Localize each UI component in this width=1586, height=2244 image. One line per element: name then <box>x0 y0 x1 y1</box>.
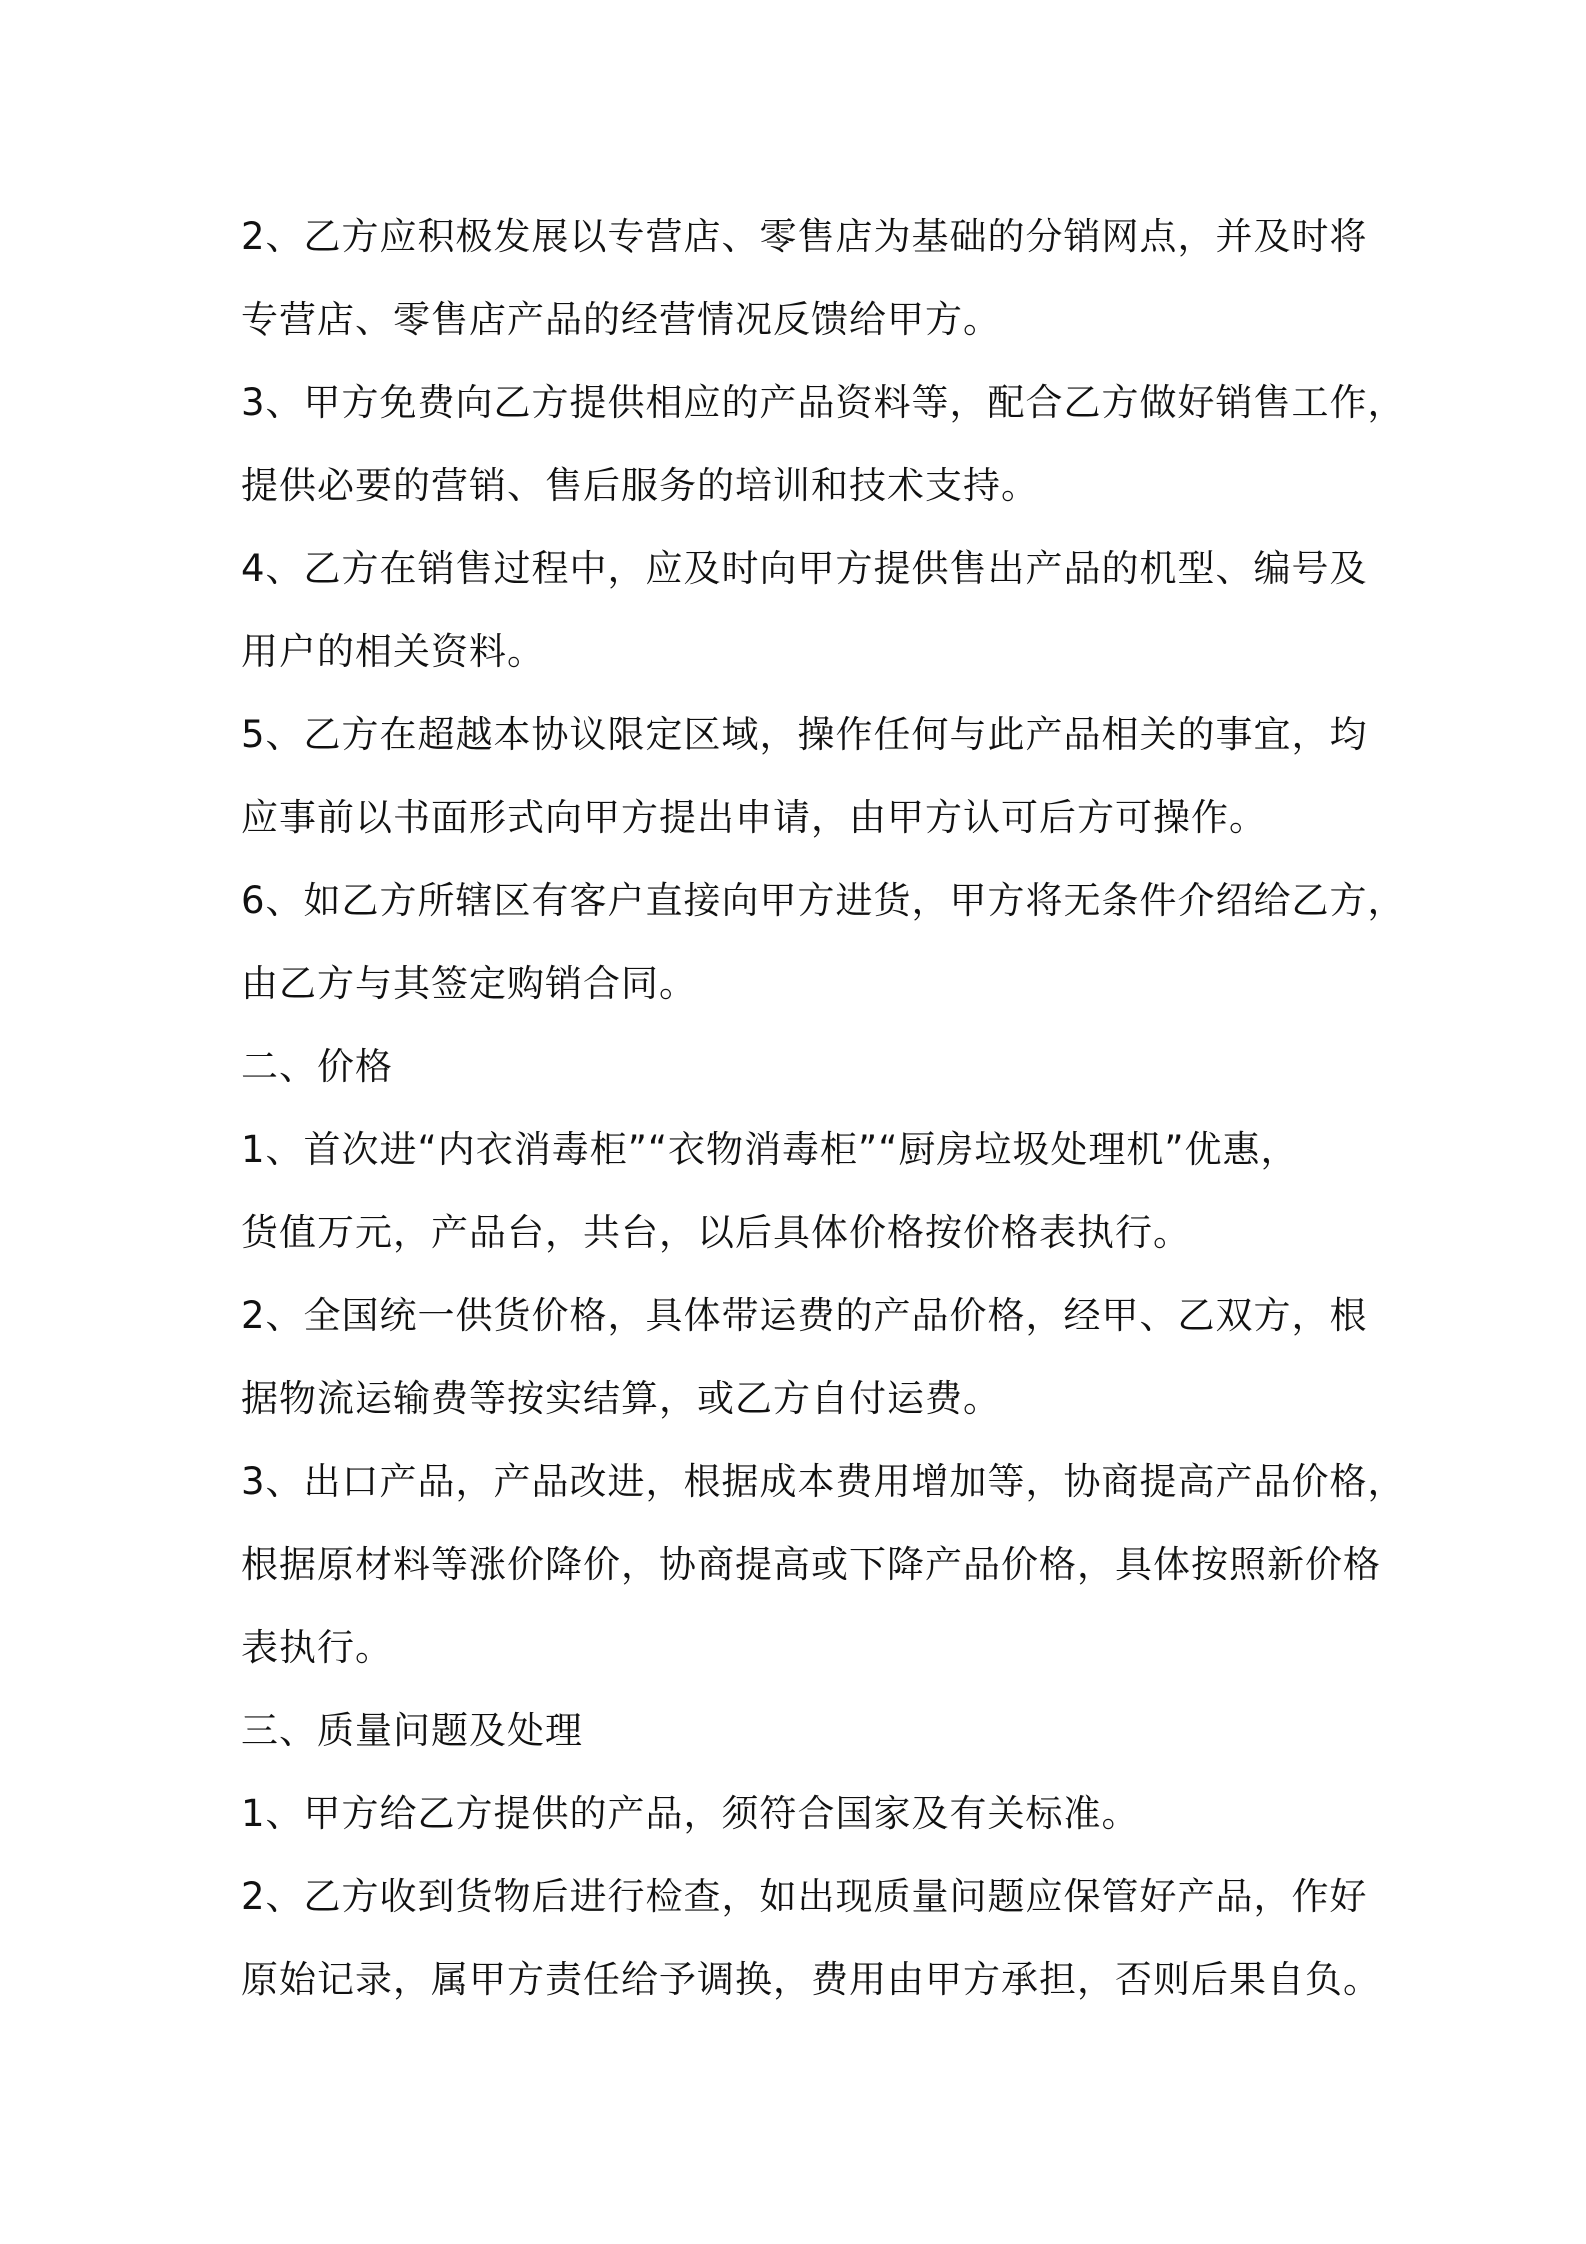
text-line: 3、甲方免费向乙方提供相应的产品资料等，配合乙方做好销售工作， <box>241 381 1406 424</box>
text-line: 由乙方与其签定购销合同。 <box>241 962 697 1005</box>
text-line: 据物流运输费等按实结算，或乙方自付运费。 <box>241 1377 1001 1420</box>
text-line: 1、首次进“内衣消毒柜”“衣物消毒柜”“厨房垃圾处理机”优惠， <box>241 1128 1299 1171</box>
text-line: 专营店、零售店产品的经营情况反馈给甲方。 <box>241 298 1001 341</box>
text-line: 2、乙方收到货物后进行检查，如出现质量问题应保管好产品，作好 <box>241 1875 1368 1918</box>
text-line: 3、出口产品，产品改进，根据成本费用增加等，协商提高产品价格， <box>241 1460 1406 1503</box>
text-line: 5、乙方在超越本协议限定区域，操作任何与此产品相关的事宜，均 <box>241 713 1368 756</box>
text-line: 4、乙方在销售过程中，应及时向甲方提供售出产品的机型、编号及 <box>241 547 1368 590</box>
text-line: 提供必要的营销、售后服务的培训和技术支持。 <box>241 464 1039 507</box>
text-line: 用户的相关资料。 <box>241 630 545 673</box>
text-line: 2、乙方应积极发展以专营店、零售店为基础的分销网点，并及时将 <box>241 215 1368 258</box>
text-line: 1、甲方给乙方提供的产品，须符合国家及有关标准。 <box>241 1792 1140 1835</box>
section-heading: 三、质量问题及处理 <box>241 1709 583 1752</box>
text-line: 6、如乙方所辖区有客户直接向甲方进货，甲方将无条件介绍给乙方， <box>241 879 1406 922</box>
document-body <box>241 195 1406 2021</box>
text-line: 应事前以书面形式向甲方提出申请，由甲方认可后方可操作。 <box>241 796 1267 839</box>
text-line: 根据原材料等涨价降价，协商提高或下降产品价格，具体按照新价格 <box>241 1543 1381 1586</box>
text-line: 货值万元，产品台，共台，以后具体价格按价格表执行。 <box>241 1211 1191 1254</box>
text-line: 2、全国统一供货价格，具体带运费的产品价格，经甲、乙双方，根 <box>241 1294 1368 1337</box>
text-line: 表执行。 <box>241 1626 393 1669</box>
text-line: 原始记录，属甲方责任给予调换，费用由甲方承担，否则后果自负。 <box>241 1958 1381 2001</box>
section-heading: 二、价格 <box>241 1045 393 1088</box>
